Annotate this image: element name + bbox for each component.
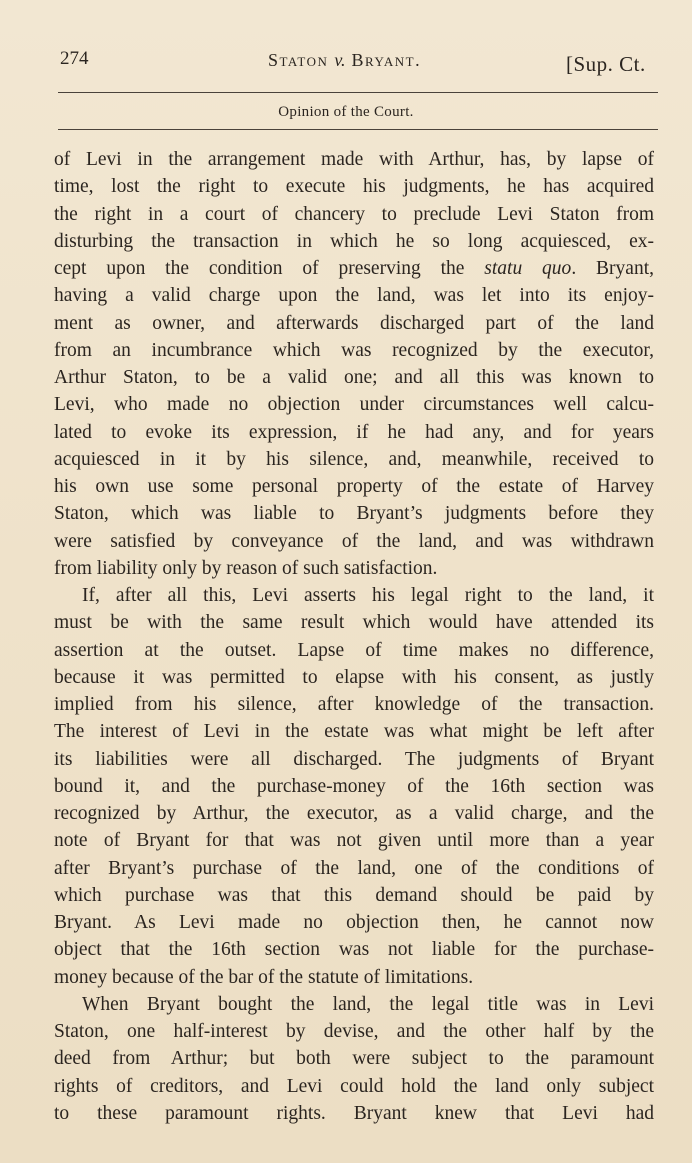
text-line: to these paramount rights. Bryant knew that Levi had [54,1102,654,1124]
text-line: Arthur Staton, to be a valid one; and all this was known to [54,367,654,388]
text-line: his own use some personal property of the estate of Harvey [54,476,654,497]
page-header [0,48,692,84]
text-line: bound it, and the purchase-money of the 16th section was [54,775,654,797]
text-line: disturbing the transaction in which he so long acquiesced, ex- [54,230,654,252]
text-line: Staton, which was liable to Bryant’s judgments before they [54,503,654,525]
text-line: were satisfied by conveyance of the land, and was withdrawn [54,530,654,552]
text-line: lated to evoke its expression, if he had any, and for years [54,421,654,443]
text-line: assertion at the outset. Lapse of time makes no difference, [54,639,654,661]
text-line: which purchase was that this demand should be paid by [54,884,654,906]
text-line: must be with the same result which would have attended its [54,612,654,634]
text-line: from an incumbrance which was recognized by the executor, [54,339,654,361]
running-title-party: Bryant. [351,50,422,70]
text-line: The interest of Levi in the estate was what might be left after [54,721,654,743]
text-line: implied from his silence, after knowledge of the transaction. [54,694,654,715]
text-line: after Bryant’s purchase of the land, one of the conditions of [54,857,654,879]
section-subhead: Opinion of the Court. [278,104,414,120]
text-line: note of Bryant for that was not given until more than a year [54,830,654,852]
subhead-rule [58,129,658,130]
running-title [268,50,421,71]
text-line: cept upon the condition of preserving the statu quo. Bryant, [54,258,654,279]
text-line: money because of the bar of the statute of limitations. [54,966,474,988]
text-line: deed from Arthur; but both were subject to the paramount [54,1048,654,1070]
text-line: Staton, one half-interest by devise, and the other half by the [54,1021,654,1042]
text-line: Levi, who made no objection under circumstances well calcu- [54,394,654,416]
text-line: of Levi in the arrangement made with Arthur, has, by lapse of [54,149,654,170]
header-rule [58,92,658,93]
text-line: having a valid charge upon the land, was let into its enjoy- [54,285,654,307]
text-line: Bryant. As Levi made no objection then, he cannot now [54,912,654,933]
text-line: the right in a court of chancery to preclude Levi Staton from [54,203,654,225]
text-line: because it was permitted to elapse with his consent, as justly [54,666,654,688]
text-line: object that the 16th section was not liable for the purchase- [54,939,654,961]
opinion-text [54,146,654,1127]
running-title-name: Staton [268,50,329,70]
text-line: its liabilities were all discharged. The judgments of Bryant [54,748,654,770]
latin-phrase: statu quo [484,258,572,279]
text-line: When Bryant bought the land, the legal title was in Levi [82,993,654,1015]
running-title-v: v. [334,50,346,70]
text-line: rights of creditors, and Levi could hold the land only subject [54,1075,654,1097]
text-line: time, lost the right to execute his judgments, he has acquired [54,176,654,198]
text-line: acquiesced in it by his silence, and, meanwhile, received to [54,448,654,470]
page-number: 274 [60,48,89,69]
court-label: [Sup. Ct. [566,52,646,76]
text-line: ment as owner, and afterwards discharged part of the land [54,312,654,334]
text-line: recognized by Arthur, the executor, as a valid charge, and the [54,803,654,824]
text-line: from liability only by reason of such satisfaction. [54,557,438,579]
text-line: If, after all this, Levi asserts his legal right to the land, it [82,585,654,606]
